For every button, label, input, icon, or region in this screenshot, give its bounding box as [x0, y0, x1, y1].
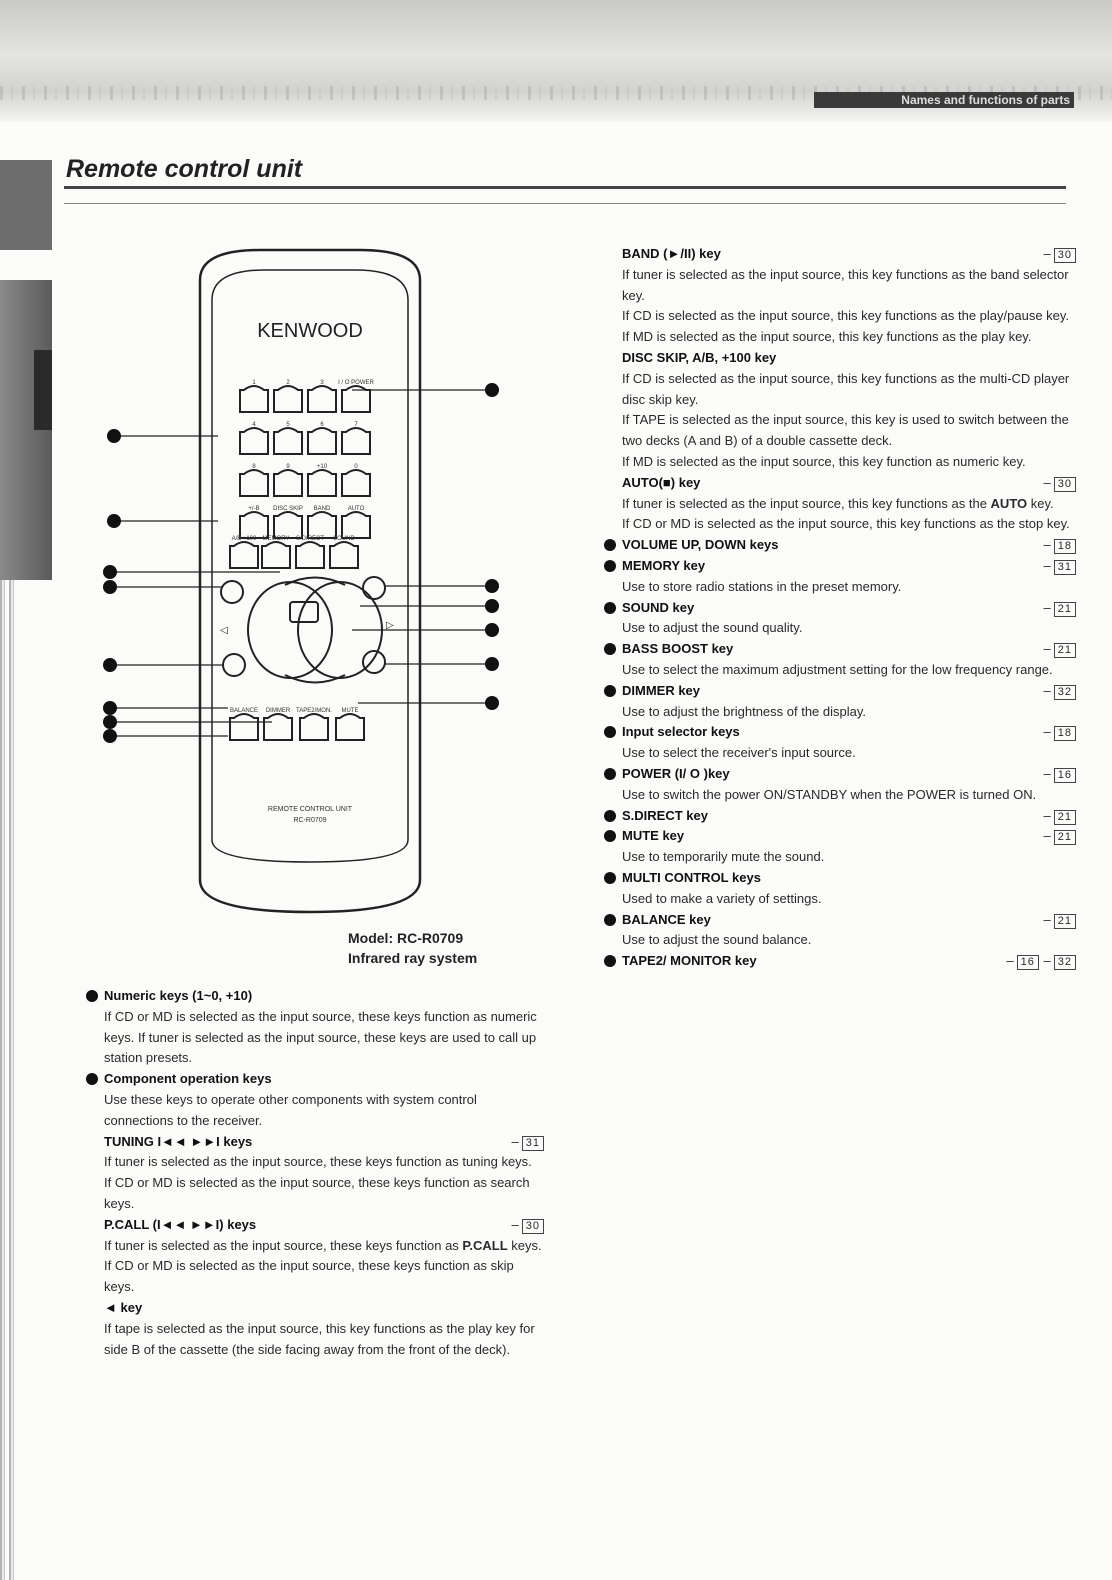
- remote-key: [274, 464, 302, 496]
- disc-text-2: If TAPE is selected as the input source, this key is used to switch between the two decks (A and B) of a double cassette deck.: [622, 412, 1069, 449]
- remote-key: [338, 380, 374, 412]
- key-entry-title: VOLUME UP, DOWN keys: [622, 537, 779, 553]
- page-reference: – 30: [512, 1215, 544, 1236]
- remote-key: [230, 536, 258, 568]
- key-entry-title: POWER (I/ O )key: [622, 765, 730, 781]
- remote-key: [240, 506, 268, 538]
- auto-text-2: If CD or MD is selected as the input source, this key functions as the stop key.: [622, 516, 1070, 532]
- remote-key-label: 9: [286, 464, 290, 470]
- disc-text-3: If MD is selected as the input source, this key function as numeric key.: [622, 453, 1026, 469]
- numeric-keys-entry: [82, 986, 544, 1069]
- remote-key-label: MEMORY: [262, 536, 290, 542]
- key-entry-text: Used to make a variety of settings.: [622, 890, 822, 906]
- remote-brand: KENWOOD: [257, 320, 363, 342]
- key-entry: [600, 535, 1076, 556]
- remote-key: [296, 536, 324, 568]
- system-caption: Infrared ray system: [348, 950, 478, 966]
- page-reference: – 30: [1044, 244, 1076, 265]
- page-reference: – 18: [1044, 535, 1076, 556]
- remote-key-label: SOUND: [333, 536, 355, 542]
- key-entry-text: Use to switch the power ON/STANDBY when the POWER is turned ON.: [622, 786, 1037, 802]
- key-entry-title: DIMMER key: [622, 682, 701, 698]
- title-rule: [64, 186, 1066, 189]
- remote-key-label: +10: [316, 464, 328, 470]
- remote-key: [342, 464, 370, 496]
- page-reference: – 30: [1044, 473, 1076, 494]
- key-entry-title: SOUND key: [622, 599, 695, 615]
- remote-key-label: 6: [320, 422, 324, 428]
- key-entry: [600, 722, 1076, 764]
- remote-key-label: 7: [354, 422, 358, 428]
- disc-text-1: If CD is selected as the input source, this key functions as the multi-CD player disc skip key.: [622, 370, 1070, 407]
- band-text-2: If CD is selected as the input source, this key functions as the play/pause key.: [622, 308, 1070, 324]
- page-reference: – 16 – 32: [1006, 951, 1076, 972]
- remote-key-label: 0: [354, 464, 358, 470]
- remote-key: [308, 506, 336, 538]
- remote-key-label: DISC SKIP: [273, 506, 303, 512]
- pcall-text-2: If CD or MD is selected as the input source, these keys function as skip keys.: [104, 1258, 514, 1295]
- remote-key-label: +/-B: [248, 506, 260, 512]
- section-label: Names and functions of parts: [814, 92, 1074, 108]
- page-reference: – 31: [1044, 556, 1076, 577]
- page-edge: [0, 580, 18, 1580]
- key-entry: [600, 556, 1076, 598]
- left-text-column: [82, 986, 544, 1360]
- key-entry-text: Use to temporarily mute the sound.: [622, 849, 825, 865]
- remote-key: [240, 380, 268, 412]
- remote-footer-1: REMOTE CONTROL UNIT: [267, 806, 353, 813]
- remote-key: [330, 536, 358, 568]
- page-reference: – 21: [1044, 806, 1076, 827]
- side-tab-lower: [0, 280, 52, 580]
- component-keys-title: Component operation keys: [104, 1071, 272, 1087]
- remote-key: [262, 536, 290, 568]
- key-entry-title: BASS BOOST key: [622, 641, 734, 657]
- key-entry-title: BALANCE key: [622, 911, 711, 927]
- remote-key: [230, 708, 258, 740]
- pcall-keys-title: P.CALL (I◄◄ ►►I) keys: [104, 1216, 257, 1232]
- key-entry-text: Use to adjust the sound balance.: [622, 932, 812, 948]
- remote-key-label: I / O POWER: [338, 380, 374, 386]
- right-text-column: [600, 244, 1076, 972]
- remote-key-label: A/B +100: [231, 536, 257, 542]
- key-entry-text: Use to adjust the sound quality.: [622, 620, 803, 636]
- remote-footer-2: RC-R0709: [293, 817, 327, 824]
- key-entry: [600, 868, 1076, 910]
- pcall-text-1: If tuner is selected as the input source, these keys function as P.CALL keys.: [104, 1237, 542, 1253]
- remote-key-label: 3: [320, 380, 324, 386]
- band-key-title: BAND (►/II) key: [622, 246, 721, 261]
- component-keys-text: Use these keys to operate other components with system control connections to the receiver.: [104, 1091, 477, 1128]
- tuning-text-2: If CD or MD is selected as the input source, these keys function as search keys.: [104, 1175, 530, 1211]
- page-reference: – 32: [1044, 681, 1076, 702]
- remote-key-label: S.DIRECT: [295, 536, 325, 542]
- remote-key-label: DIMMER: [265, 708, 291, 714]
- key-entry-text: Use to store radio stations in the preset memory.: [622, 578, 902, 594]
- auto-key-title: AUTO(■) key: [622, 474, 701, 490]
- key-entry-title: S.DIRECT key: [622, 807, 708, 823]
- remote-control-illustration: [90, 240, 530, 920]
- key-entry: [600, 951, 1076, 972]
- key-entry-title: MUTE key: [622, 828, 685, 844]
- side-tab: [0, 160, 52, 250]
- b-key-title: ◄ key: [104, 1299, 143, 1315]
- svg-text:▷: ▷: [386, 620, 394, 631]
- remote-key: [296, 708, 332, 740]
- page-reference: – 21: [1044, 826, 1076, 847]
- auto-text-1: If tuner is selected as the input source, this key functions as the AUTO key.: [622, 495, 1054, 511]
- remote-key-label: 4: [252, 422, 256, 428]
- remote-key: [308, 464, 336, 496]
- remote-key-label: BALANCE: [229, 708, 259, 714]
- remote-key: [308, 422, 336, 454]
- key-entry-title: TAPE2/ MONITOR key: [622, 953, 757, 969]
- key-entry: [600, 826, 1076, 868]
- remote-key: [274, 380, 302, 412]
- key-entry: [600, 910, 1076, 952]
- page-title: Remote control unit: [66, 155, 303, 183]
- remote-key-label: 8: [252, 464, 256, 470]
- remote-key-label: 2: [286, 380, 290, 386]
- key-entry-text: Use to adjust the brightness of the display.: [622, 703, 867, 719]
- remote-key-label: TAPE2/MON.: [296, 708, 332, 714]
- key-entry-title: Input selector keys: [622, 724, 740, 740]
- b-key-text: If tape is selected as the input source, this key functions as the play key for side B of the cassette (the side facing away from the front of the deck).: [104, 1320, 535, 1357]
- remote-key: [273, 506, 303, 538]
- key-entry-text: Use to select the maximum adjustment setting for the low frequency range.: [622, 661, 1053, 677]
- page-reference: – 21: [1044, 598, 1076, 619]
- page-reference: – 31: [512, 1132, 544, 1153]
- numeric-keys-title: Numeric keys (1~0, +10): [104, 988, 253, 1003]
- remote-key: [308, 380, 336, 412]
- tuning-text-1: If tuner is selected as the input source, these keys function as tuning keys.: [104, 1154, 532, 1170]
- band-text-1: If tuner is selected as the input source, this key functions as the band selector key.: [622, 266, 1069, 303]
- remote-key: [264, 708, 292, 740]
- remote-key: [274, 422, 302, 454]
- tuning-keys-title: TUNING I◄◄ ►►I keys: [104, 1133, 253, 1149]
- model-caption: Model: RC-R0709: [348, 930, 464, 946]
- svg-text:◁: ◁: [220, 625, 228, 636]
- remote-key-label: 5: [286, 422, 290, 428]
- page-reference: – 18: [1044, 722, 1076, 743]
- remote-key: [240, 464, 268, 496]
- remote-key: [336, 708, 364, 740]
- remote-key-label: 1: [252, 380, 256, 386]
- key-entry: [600, 806, 1076, 827]
- band-text-3: If MD is selected as the input source, this key functions as the play key.: [622, 329, 1032, 345]
- key-entry-title: MULTI CONTROL keys: [622, 869, 761, 885]
- key-entry: [600, 598, 1076, 640]
- key-entry-text: Use to select the receiver's input source.: [622, 745, 856, 761]
- key-entry: [600, 681, 1076, 723]
- page-reference: – 21: [1044, 910, 1076, 931]
- figure-caption: [348, 928, 477, 968]
- page-reference: – 21: [1044, 639, 1076, 660]
- remote-key: [240, 422, 268, 454]
- remote-key-label: BAND: [313, 506, 331, 512]
- remote-key: [342, 506, 370, 538]
- key-entry: [600, 764, 1076, 806]
- title-rule-thin: [64, 203, 1066, 204]
- key-entry-title: MEMORY key: [622, 557, 706, 573]
- disc-skip-title: DISC SKIP, A/B, +100 key: [622, 349, 777, 365]
- remote-key-label: MUTE: [341, 708, 359, 714]
- remote-key: [342, 422, 370, 454]
- remote-key-label: AUTO: [347, 506, 365, 512]
- component-keys-entry: [82, 1069, 544, 1360]
- numeric-keys-text: If CD or MD is selected as the input source, these keys function as numeric keys. If tuner is selected as the input source, these keys are used to call up station presets.: [104, 1008, 537, 1066]
- page-reference: – 16: [1044, 764, 1076, 785]
- key-entry: [600, 639, 1076, 681]
